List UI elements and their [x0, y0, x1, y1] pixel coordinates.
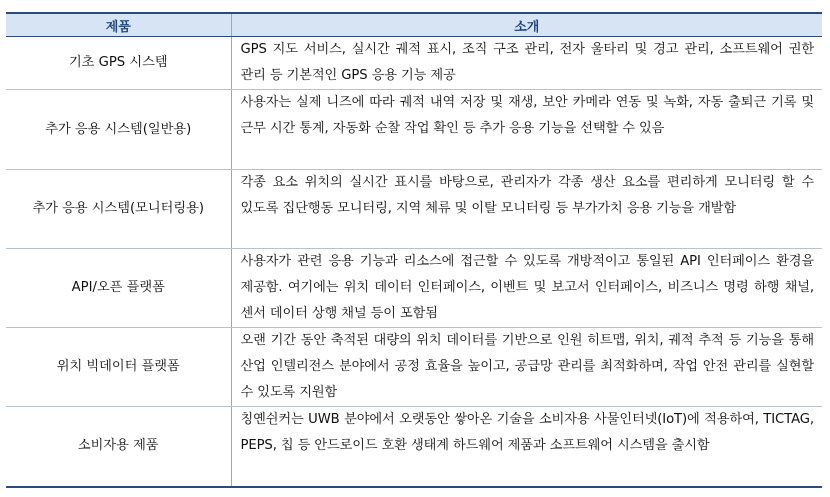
product-cell: 추가 응용 시스템(일반용): [6, 90, 231, 170]
product-cell: 위치 빅데이터 플랫폼: [6, 328, 231, 407]
table-row: [6, 170, 822, 249]
description-cell: 사용자가 관련 응용 기능과 리소스에 접근할 수 있도록 개방적이고 통일된 API 인터페이스 환경을 제공함. 여기에는 위치 데이터 인터페이스, 이벤트 및 보고서 인터페이스, 비즈니스 명령 하행 채널, 센서 데이터 상행 채널 등이 포함됨: [231, 249, 822, 328]
description-cell: 오랜 기간 동안 축적된 대량의 위치 데이터를 기반으로 인원 히트맵, 위치, 궤적 추적 등 기능을 통해 산업 인텔리전스 분야에서 공정 효율을 높이고, 공급망 관리를 최적화하며, 작업 안전 관리를 실현할 수 있도록 지원함: [231, 328, 822, 407]
table-row: [6, 90, 822, 170]
table-header: [6, 13, 822, 37]
product-cell: API/오픈 플랫폼: [6, 249, 231, 328]
product-table-container: [6, 12, 822, 488]
header-row: [6, 13, 822, 37]
table-row: [6, 249, 822, 328]
table-row: [6, 328, 822, 407]
product-cell: 추가 응용 시스템(모니터링용): [6, 170, 231, 249]
table-row: [6, 37, 822, 90]
header-description: 소개: [231, 13, 822, 37]
description-cell: 칭옌쉰커는 UWB 분야에서 오랫동안 쌓아온 기술을 소비자용 사물인터넷(IoT)에 적용하여, TICTAG, PEPS, 칩 등 안드로이드 호환 생태계 하드웨어 제품과 소프트웨어 시스템을 출시함: [231, 407, 822, 487]
table-row: [6, 407, 822, 487]
description-cell: GPS 지도 서비스, 실시간 궤적 표시, 조직 구조 관리, 전자 울타리 및 경고 관리, 소프트웨어 권한 관리 등 기본적인 GPS 응용 기능 제공: [231, 37, 822, 90]
description-cell: 사용자는 실제 니즈에 따라 궤적 내역 저장 및 재생, 보안 카메라 연동 및 녹화, 자동 출퇴근 기록 및 근무 시간 통계, 자동화 순찰 작업 확인 등 추가 응용 기능을 선택할 수 있음: [231, 90, 822, 170]
description-cell: 각종 요소 위치의 실시간 표시를 바탕으로, 관리자가 각종 생산 요소를 편리하게 모니터링 할 수 있도록 집단행동 모니터링, 지역 체류 및 이탈 모니터링 등 부가가치 응용 기능을 개발함: [231, 170, 822, 249]
table-body: [6, 37, 822, 487]
product-table: [6, 12, 822, 488]
product-cell: 기초 GPS 시스템: [6, 37, 231, 90]
header-product: 제품: [6, 13, 231, 37]
product-cell: 소비자용 제품: [6, 407, 231, 487]
